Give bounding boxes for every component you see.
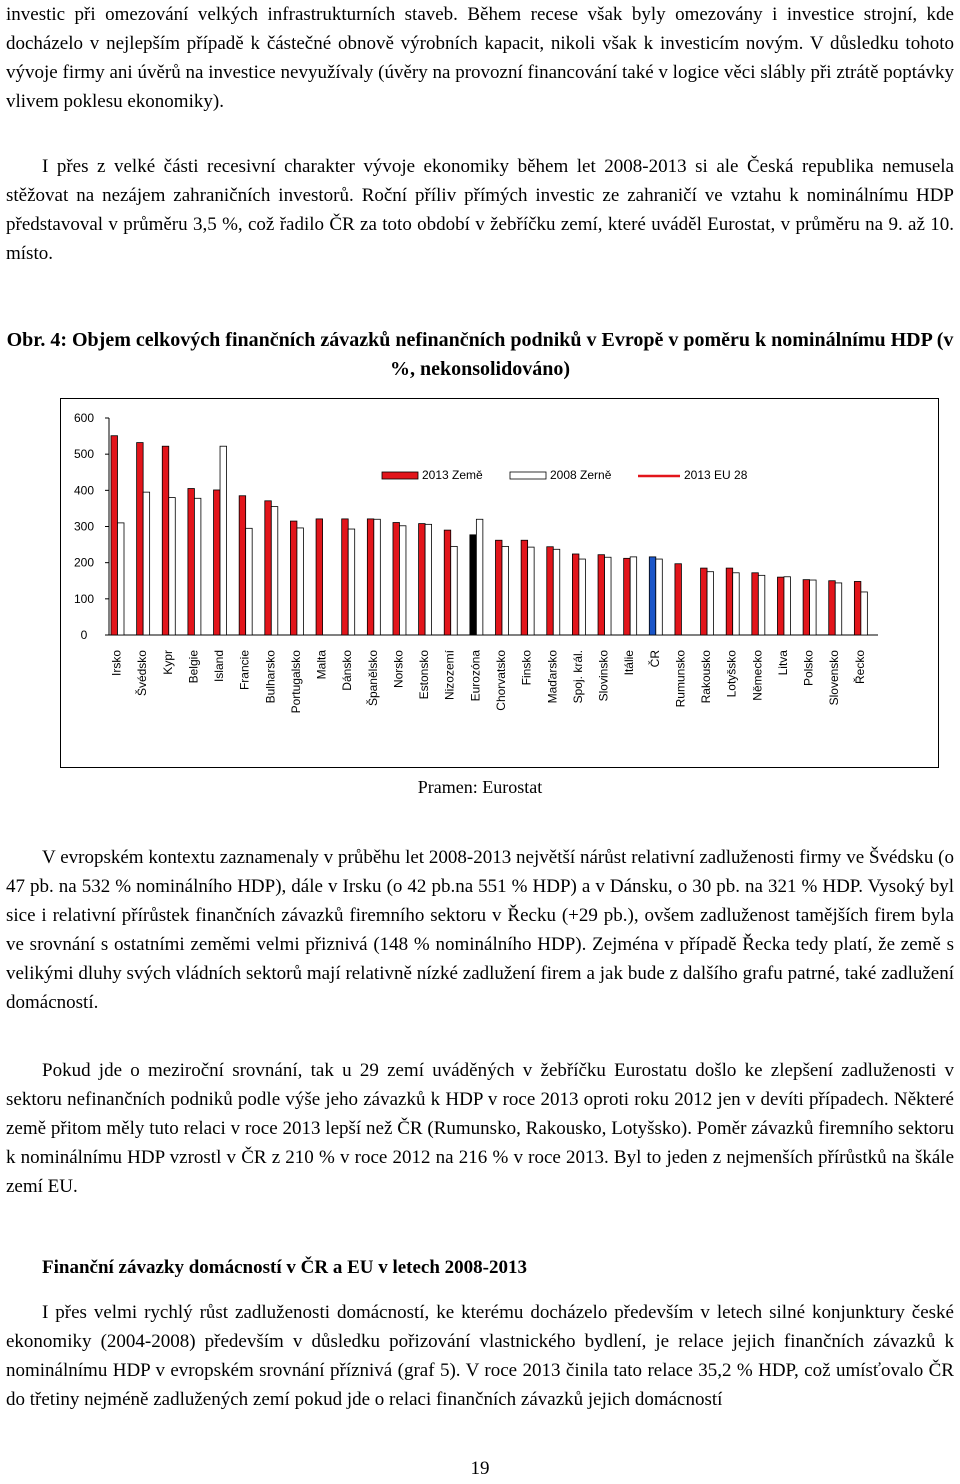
bar-2008	[502, 546, 509, 635]
bar-2008	[348, 529, 355, 635]
bar-2008	[605, 557, 612, 635]
bar-2013	[598, 555, 605, 635]
bar-2013	[521, 540, 528, 635]
category-label: Švédsko	[135, 650, 150, 697]
bar-2008	[733, 573, 740, 635]
figure-label: Obr. 4:	[6, 329, 67, 351]
bar-2013	[188, 489, 195, 635]
bar-2008	[579, 559, 586, 635]
y-tick-label: 600	[73, 411, 95, 425]
bar-2013	[803, 580, 810, 635]
category-label: ČR	[647, 650, 662, 668]
bar-2013	[316, 519, 323, 635]
bar-2013	[624, 558, 631, 635]
category-label: Island	[212, 650, 227, 683]
bar-2013	[239, 496, 246, 635]
bar-2008	[297, 528, 304, 635]
category-label: Bulharsko	[263, 650, 278, 704]
category-label: Belgie	[186, 650, 201, 684]
paragraph-european-context: V evropském kontextu zaznamenaly v průběhu let 2008-2013 největší nárůst relativní zadluženosti firmy ve Švédsku (o 47 pb. na 532 % nominálního HDP), dále v Irsku (o 42 pb.na 551 % HDP) a v Dánsku, o 30 pb. na 321 % HDP. Vysoký byl sice i relativní přírůstek finančních závazků firemního sektoru v Řecku (+29 pb.), ovšem zadluženost tamějších firem byla ve srovnání s ostatními zeměmi velmi přiznivá (148 % nominálního HDP). Zejména v případě Řecka tedy platí, že země s velikými dluhy svých vládních sektorů mají relativně nízké zadlužení firem a jak bude z dalšího grafu patrné, také zadlužení domácností.	[6, 847, 954, 1013]
category-label: Itálie	[622, 650, 637, 676]
bar-2013	[470, 535, 477, 635]
bar-2013	[265, 501, 272, 635]
category-label: Rakousko	[699, 650, 714, 704]
bar-2008	[553, 549, 560, 635]
bar-chart	[60, 398, 940, 770]
category-label: Francie	[237, 650, 252, 691]
bar-2008	[476, 519, 483, 635]
y-tick-label: 400	[73, 483, 95, 498]
category-label: Maďarsko	[545, 650, 560, 704]
bar-2008	[425, 524, 432, 635]
bar-2013	[547, 547, 554, 635]
paragraph-households: I přes velmi rychlý růst zadluženosti domácností, ke kterému docházelo především v letech silné konjunktury české ekonomiky (2004-2008) především v důsledku pořizování vlastnického bydlení, je relace jejich finančních závazků k nominálnímu HDP v evropském srovnání příznivá (graf 5). V roce 2013 činila tato relace 35,2 % HDP, což umísťovalo ČR do třetiny nejméně zadlužených zemí pokud jde o relaci finančních závazků jejich domácností	[6, 1302, 954, 1410]
bar-2013	[290, 521, 297, 635]
bar-2013	[162, 446, 169, 635]
legend-label-2013: 2013 Země	[422, 468, 483, 482]
bar-2008	[758, 575, 765, 635]
bar-2013	[342, 519, 349, 635]
bar-2013	[419, 524, 426, 635]
bar-2013	[854, 581, 861, 635]
paragraph-year-on-year: Pokud jde o meziroční srovnání, tak u 29 zemí uváděných v žebříčku Eurostatu došlo ke zlepšení zadluženosti v sektoru nefinančních podniků podle výše jeho závazků k HDP v roce 2013 oproti roku 2012 jen v devíti případech. Některé země přitom měly tuto relaci v roce 2013 lepší než ČR (Rumunsko, Rakousko, Lotyšsko). Poměr závazků firemního sektoru k nominálnímu HDP vzrostl v ČR z 210 % v roce 2012 na 216 % v roce 2013. Byl to jeden z nejmenších přírůstků na škále zemí EU.	[6, 1060, 954, 1197]
category-label: Portugalsko	[288, 650, 303, 714]
category-label: Eurozóna	[468, 650, 483, 702]
bar-2008	[169, 498, 176, 635]
figure-source: Pramen: Eurostat	[417, 777, 543, 797]
legend-label-eu28: 2013 EU 28	[684, 468, 748, 482]
section-heading: Finanční závazky domácností v ČR a EU v letech 2008-2013	[42, 1257, 528, 1278]
category-label: Nizozemí	[442, 650, 457, 701]
category-label: Chorvatsko	[494, 650, 508, 711]
paragraph-fdi: I přes z velké části recesivní charakter vývoje ekonomiky během let 2008-2013 si ale Česká republika nemusela stěžovat na nezájem zahraničních investorů. Roční příliv přímých investic ze zahraničí ve vztahu k nominálnímu HDP představoval v průměru 3,5 %, což řadilo ČR za toto období v žebříčku zemí, které uváděl Eurostat, v průměru na 9. až 10. místo.	[6, 156, 954, 264]
category-label: Řecko	[852, 650, 867, 685]
y-tick-label: 300	[73, 519, 95, 534]
bar-2008	[374, 519, 381, 635]
bar-2013	[214, 490, 221, 635]
bar-2013	[393, 523, 400, 635]
intro-paragraph: investic při omezování velkých infrastrukturních staveb. Během recese však byly omezovány i investice strojní, kde docházelo v nejlepším případě k částečné obnově výrobních kapacit, nikoli však k investicím novým. V důsledku tohoto vývoje firmy ani úvěrů na investice nevyužívaly (úvěry na provozní financování také v logice věci slábly při ztrátě poptávky vlivem poklesu ekonomiky).	[6, 4, 954, 112]
figure-title-text: Objem celkových finančních závazků nefinančních podniků v Evropě v poměru k nominálnímu HDP (v %, nekonsolidováno)	[71, 329, 954, 380]
legend-swatch-2008	[510, 472, 546, 479]
bar-2008	[835, 583, 842, 635]
page-number: 19	[470, 1458, 490, 1479]
category-label: Norsko	[391, 650, 406, 689]
bar-2013	[701, 568, 708, 635]
bar-2008	[784, 577, 791, 635]
category-label: Kypr	[160, 650, 175, 675]
category-label: Dánsko	[340, 650, 355, 691]
bar-2008	[194, 498, 201, 635]
bar-2008	[707, 572, 714, 635]
legend-label-2008: 2008 Zerně	[550, 468, 612, 482]
bar-2008	[220, 446, 227, 635]
bar-2008	[451, 546, 458, 635]
category-label: Irsko	[109, 650, 124, 677]
category-label: Slovinsko	[596, 650, 611, 702]
category-label: Estonsko	[417, 650, 432, 700]
bar-2013	[752, 573, 759, 635]
y-tick-label: 500	[73, 447, 95, 462]
bar-2008	[810, 580, 817, 635]
category-label: Malta	[314, 650, 329, 680]
bar-2013	[572, 554, 579, 635]
bar-2008	[528, 547, 535, 635]
bar-2008	[399, 526, 406, 635]
category-label: Finsko	[519, 650, 534, 686]
bar-2013	[726, 568, 733, 635]
category-label: Španělsko	[365, 650, 380, 707]
category-label: Německo	[750, 650, 765, 701]
bar-2013	[649, 557, 656, 635]
category-label: Polsko	[801, 650, 816, 687]
y-tick-label: 0	[80, 628, 88, 642]
category-label: Slovensko	[827, 650, 842, 706]
bar-2013	[111, 436, 118, 635]
y-tick-label: 200	[73, 555, 95, 570]
bar-2013	[367, 519, 374, 635]
category-label: Lotyšsko	[724, 650, 739, 698]
category-label: Rumunsko	[673, 650, 688, 708]
figure-title	[6, 326, 954, 384]
bar-2008	[861, 592, 868, 635]
bar-2013	[675, 564, 682, 635]
bar-2008	[630, 557, 637, 635]
category-label: Litva	[775, 650, 790, 676]
bar-2008	[143, 492, 150, 635]
bar-2013	[777, 577, 784, 635]
bar-2013	[137, 443, 144, 635]
bar-2013	[496, 540, 503, 635]
y-tick-label: 100	[73, 591, 95, 606]
bar-2008	[118, 523, 125, 635]
bar-2008	[656, 559, 663, 635]
legend-swatch-2013	[382, 472, 418, 479]
bar-2008	[246, 528, 253, 635]
bar-2008	[271, 507, 278, 635]
bar-2013	[829, 581, 836, 635]
bar-2013	[444, 530, 451, 635]
category-label: Spoj. král.	[570, 650, 585, 704]
